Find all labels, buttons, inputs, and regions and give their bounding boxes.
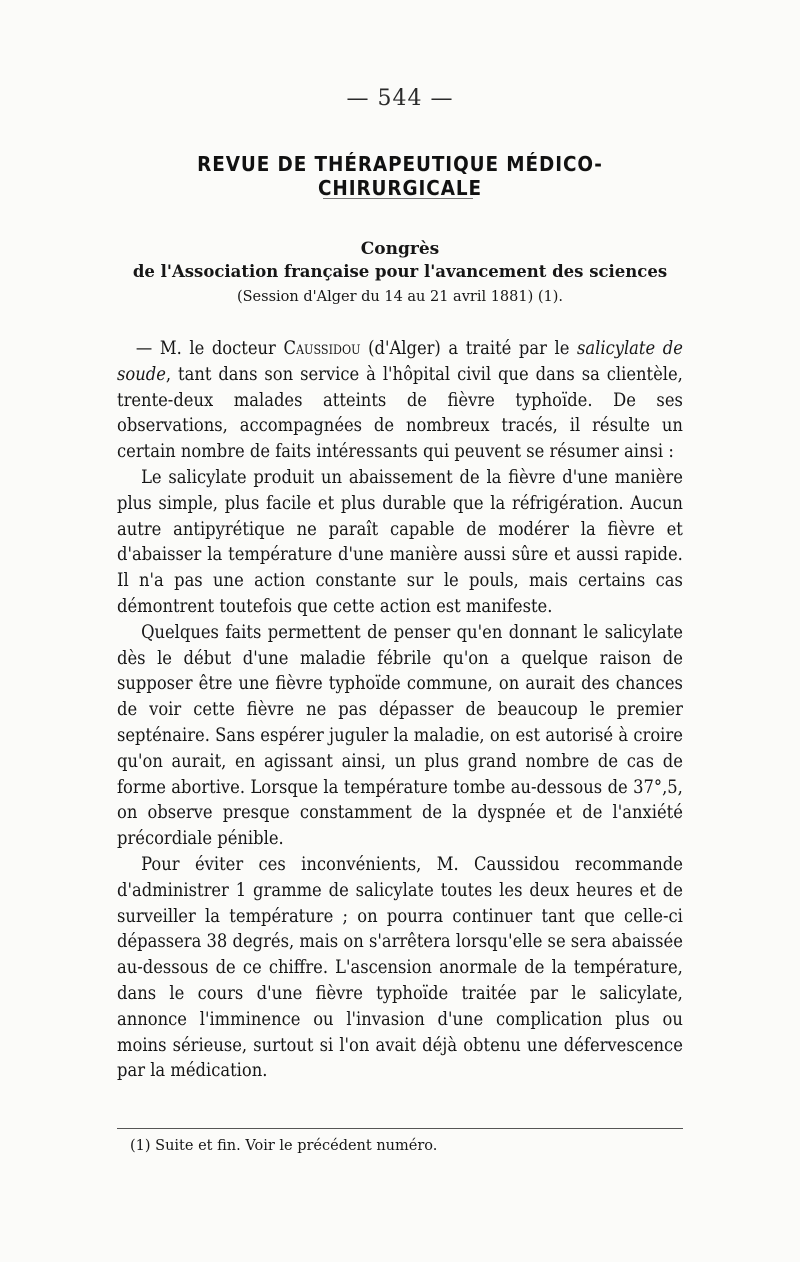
- p1-rest: , tant dans son service à l'hôpital civil que dans sa clientèle, trente-deux malades atteints de fièvre typhoïde. De ses observations, accompagnées de nombreux tracés, il résulte un certain nombre de faits intéressants qui peuvent se résumer ainsi :: [117, 362, 683, 463]
- section-title: Congrès: [360, 239, 440, 259]
- article-body: [117, 336, 683, 1084]
- page-number: — 544 —: [346, 86, 454, 111]
- header-rule: [323, 198, 473, 199]
- session-line: (Session d'Alger du 14 au 21 avril 1881) (1).: [236, 289, 564, 305]
- author-name: Caussidou: [283, 337, 361, 359]
- p1-lead: — M. le docteur: [135, 337, 284, 359]
- footnote-rule: [117, 1128, 683, 1129]
- paragraph-1: [117, 336, 683, 465]
- footnote: (1) Suite et fin. Voir le précédent numéro.: [130, 1138, 438, 1154]
- paragraph-3: Quelques faits permettent de penser qu'en donnant le salicylate dès le début d'une maladie fébrile qu'on a quelque raison de supposer être une fièvre typhoïde commune, on aurait des chances de voir cette fièvre ne pas dépasser de beaucoup le premier septénaire. Sans espérer juguler la maladie, on est autorisé à croire qu'on aurait, en agissant ainsi, un plus grand nombre de cas de forme abortive. Lorsque la température tombe au-dessous de 37°,5, on observe presque constamment de la dyspnée et de l'anxiété précordiale pénible.: [117, 620, 683, 850]
- p1-mid: (d'Alger) a traité par le: [360, 337, 577, 359]
- section-subtitle: de l'Association française pour l'avancement des sciences: [132, 262, 668, 281]
- running-header: REVUE DE THÉRAPEUTIQUE MÉDICO-CHIRURGICALE: [197, 152, 603, 200]
- drug-name: salicylate de soude: [117, 337, 683, 385]
- paragraph-4: Pour éviter ces inconvénients, M. Caussidou recommande d'administrer 1 gramme de salicylate toutes les deux heures et de surveiller la température ; on pourra continuer tant que celle-ci dépassera 38 degrés, mais on s'arrêtera lorsqu'elle se sera abaissée au-dessous de ce chiffre. L'ascension anormale de la température, dans le cours d'une fièvre typhoïde traitée par le salicylate, annonce l'imminence ou l'invasion d'une complication plus ou moins sérieuse, surtout si l'on avait déjà obtenu une défervescence par la médication.: [117, 852, 683, 1082]
- paragraph-2: Le salicylate produit un abaissement de la fièvre d'une manière plus simple, plus facile et plus durable que la réfrigération. Aucun autre antipyrétique ne paraît capable de modérer la fièvre et d'abaisser la température d'une manière aussi sûre et aussi rapide. Il n'a pas une action constante sur le pouls, mais certains cas démontrent toutefois que cette action est manifeste.: [117, 465, 683, 617]
